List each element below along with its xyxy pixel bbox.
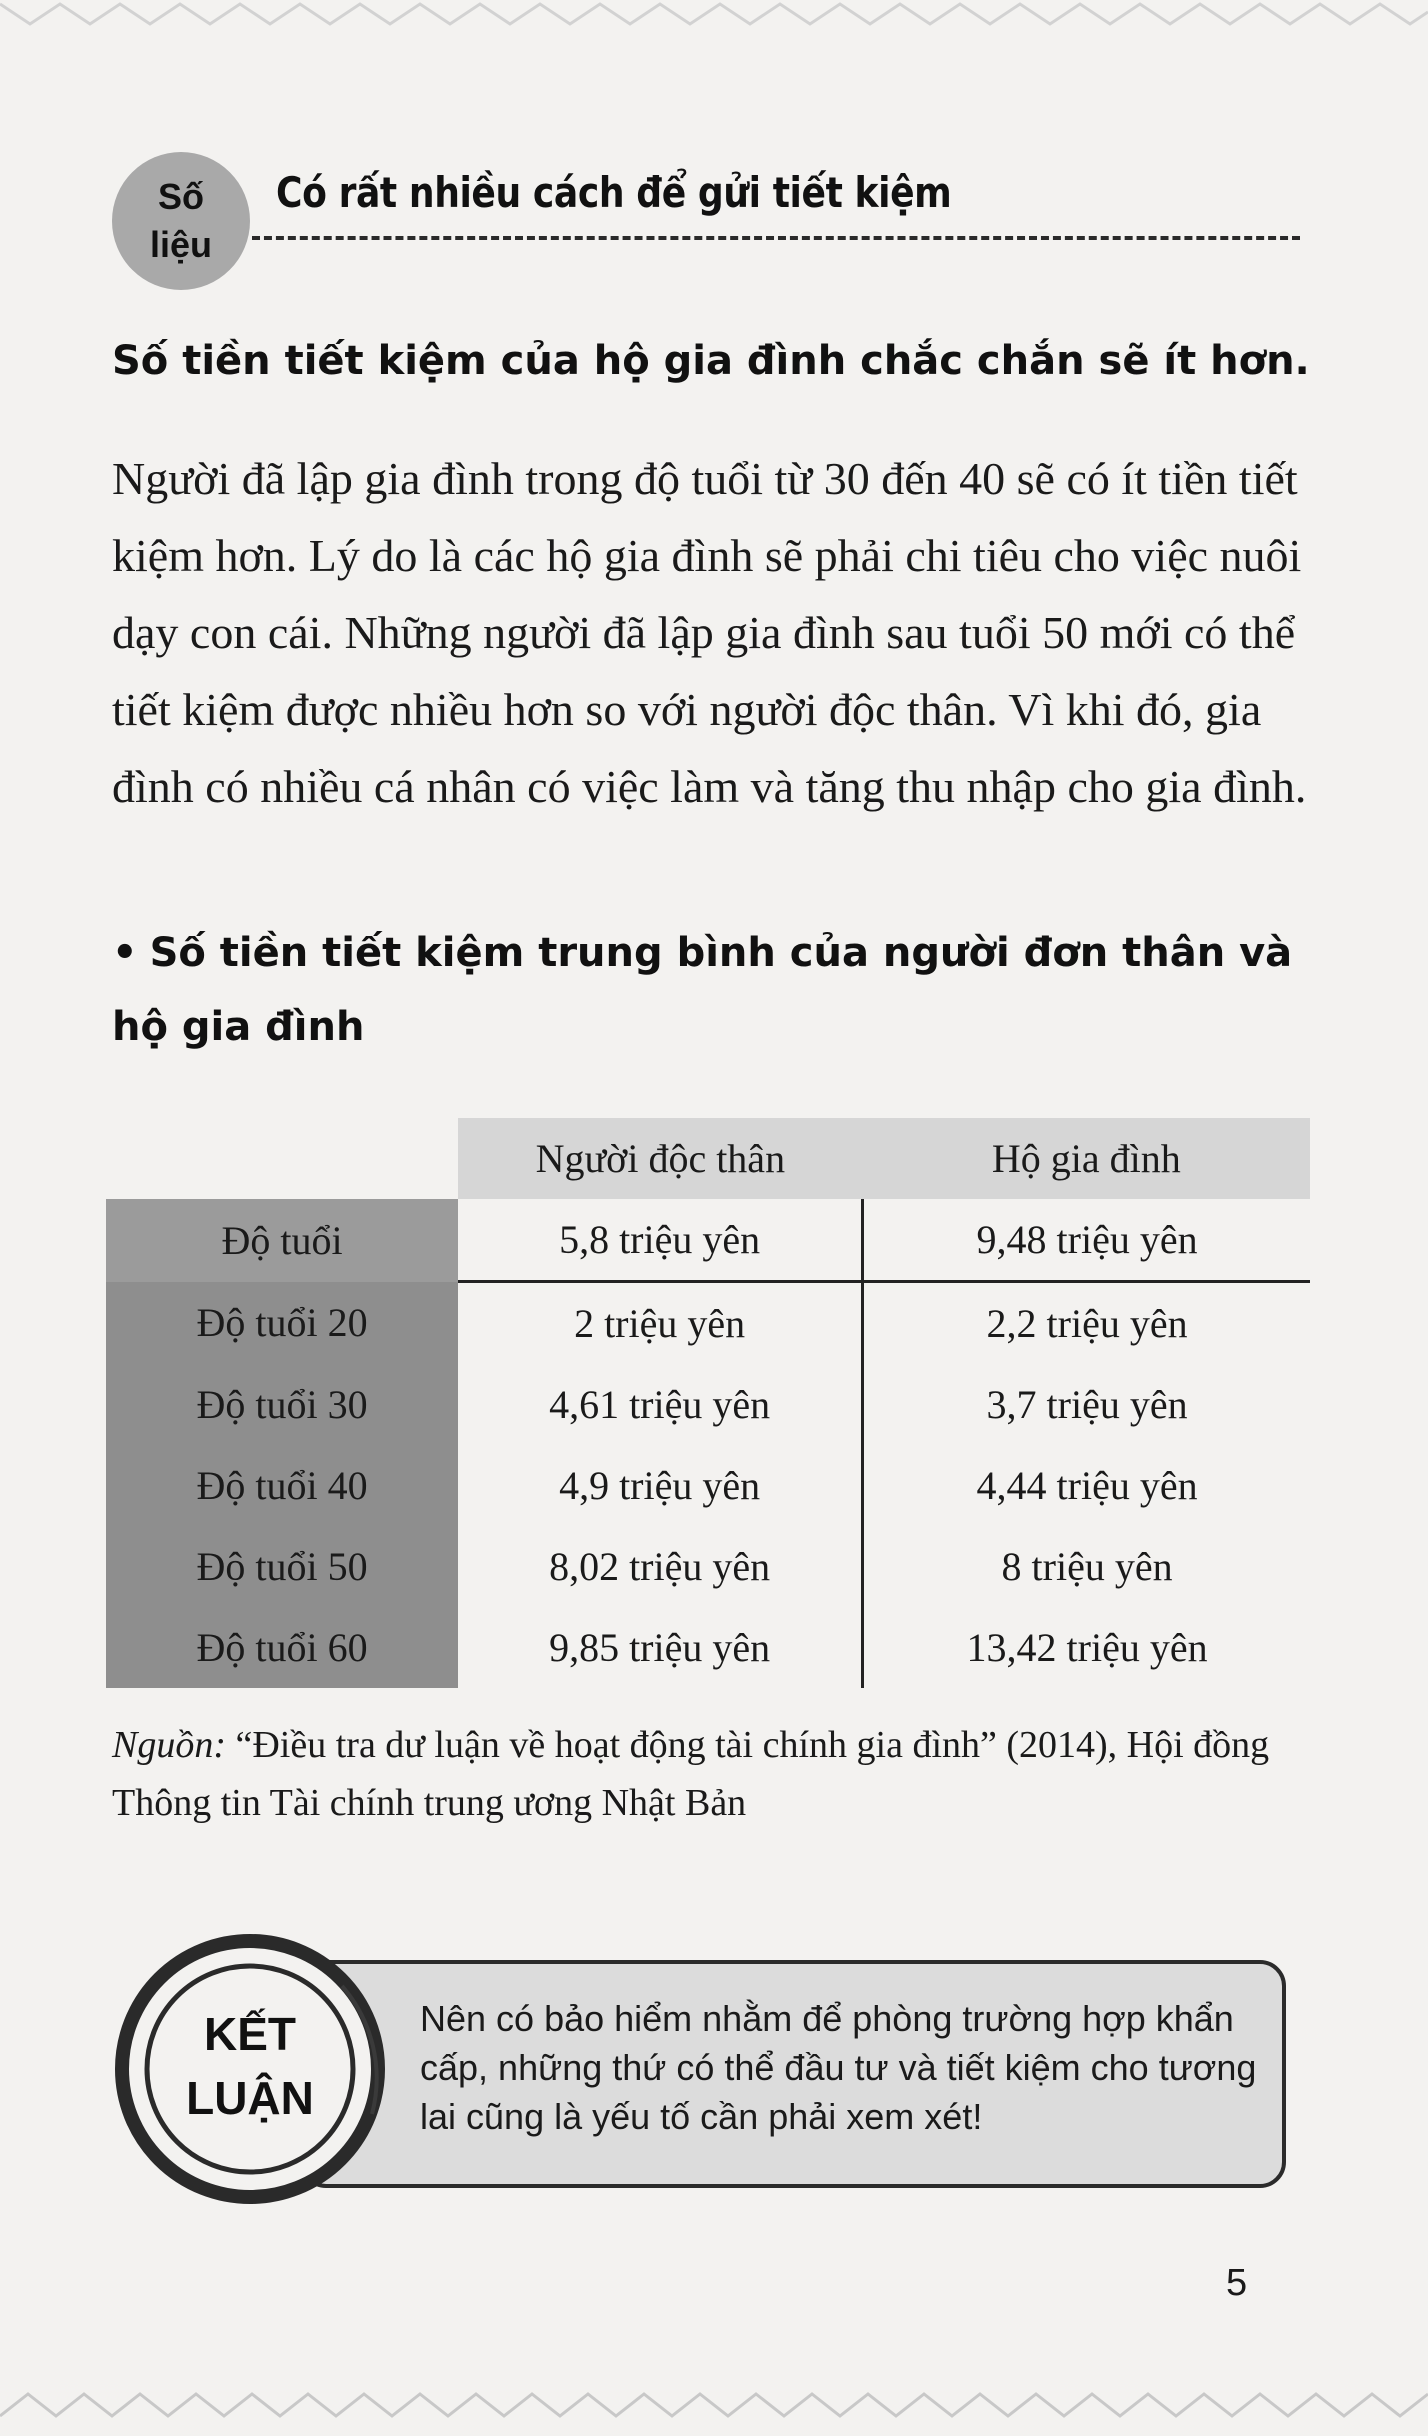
- table-row-label: Độ tuổi 60: [106, 1607, 458, 1688]
- table-row: [106, 1607, 1310, 1688]
- bullet-icon: •: [112, 930, 138, 976]
- table-row: [106, 1526, 1310, 1607]
- table-row-label: Độ tuổi 50: [106, 1526, 458, 1607]
- table-row: [106, 1445, 1310, 1526]
- section-badge-line1: Số: [157, 176, 204, 217]
- conclusion-label-line2: LUẬN: [186, 2072, 314, 2124]
- table-cell-single: 5,8 triệu yên: [458, 1199, 863, 1282]
- table-cell-household: 2,2 triệu yên: [863, 1282, 1310, 1365]
- source-text: “Điều tra dư luận về hoạt động tài chính gia đình” (2014), Hội đồng Thông tin Tài chính trung ương Nhật Bản: [112, 1724, 1270, 1824]
- table-cell-single: 4,9 triệu yên: [559, 1463, 761, 1508]
- headline: Số tiền tiết kiệm của hộ gia đình chắc chắn sẽ ít hơn.: [112, 338, 1310, 384]
- section-badge: [112, 152, 250, 290]
- section-divider: [252, 236, 1300, 240]
- table-header-row: [106, 1118, 1310, 1199]
- table-cell-single: 9,85 triệu yên: [549, 1625, 771, 1670]
- bullet-heading: [112, 916, 1312, 1064]
- table-cell-household: 13,42 triệu yên: [863, 1607, 1310, 1688]
- table-row-label: Độ tuổi: [106, 1199, 458, 1282]
- table-header-household: Hộ gia đình: [863, 1118, 1310, 1199]
- section-badge-line2: liệu: [149, 224, 212, 265]
- savings-table: [106, 1118, 1310, 1688]
- table-corner-cell: [106, 1118, 458, 1199]
- table-cell-household: 4,44 triệu yên: [863, 1445, 1310, 1526]
- source-note: [112, 1716, 1332, 1832]
- table-cell-single: 8,02 triệu yên: [549, 1544, 771, 1589]
- section-title: Có rất nhiều cách để gửi tiết kiệm: [276, 168, 952, 217]
- table-row-label: Độ tuổi 20: [106, 1282, 458, 1365]
- table-header-single: Người độc thân: [458, 1118, 863, 1199]
- page-number: 5: [1226, 2262, 1248, 2304]
- source-prefix: Nguồn:: [112, 1724, 226, 1766]
- top-border-decoration: [0, 0, 1428, 34]
- conclusion-text: Nên có bảo hiểm nhằm để phòng trường hợp khẩn cấp, những thứ có thể đầu tư và tiết kiệm cho tương lai cũng là yếu tố cần phải xem xét!: [420, 1998, 1257, 2137]
- table-cell-household: 8 triệu yên: [863, 1526, 1310, 1607]
- conclusion-label: [150, 2002, 350, 2130]
- table-cell-household: 9,48 triệu yên: [863, 1199, 1310, 1282]
- body-paragraph: Người đã lập gia đình trong độ tuổi từ 30 đến 40 sẽ có ít tiền tiết kiệm hơn. Lý do là các hộ gia đình sẽ phải chi tiêu cho việc nuôi dạy con cái. Những người đã lập gia đình sau tuổi 50 mới có thể tiết kiệm được nhiều hơn so với người độc thân. Vì khi đó, gia đình có nhiều cá nhân có việc làm và tăng thu nhập cho gia đình.: [112, 453, 1307, 812]
- table-row-label: Độ tuổi 30: [106, 1364, 458, 1445]
- bullet-heading-text: Số tiền tiết kiệm trung bình của người đơn thân và hộ gia đình: [112, 930, 1293, 1050]
- table-cell-household: 3,7 triệu yên: [863, 1364, 1310, 1445]
- table-cell-single: 4,61 triệu yên: [549, 1382, 771, 1427]
- conclusion-label-line1: KẾT: [204, 2008, 296, 2060]
- table-row: [106, 1282, 1310, 1365]
- table-row-label: Độ tuổi 40: [106, 1445, 458, 1526]
- table-cell-single: 2 triệu yên: [574, 1301, 746, 1346]
- bottom-border-decoration: [0, 2366, 1428, 2436]
- table-row: [106, 1199, 1310, 1282]
- table-row: [106, 1364, 1310, 1445]
